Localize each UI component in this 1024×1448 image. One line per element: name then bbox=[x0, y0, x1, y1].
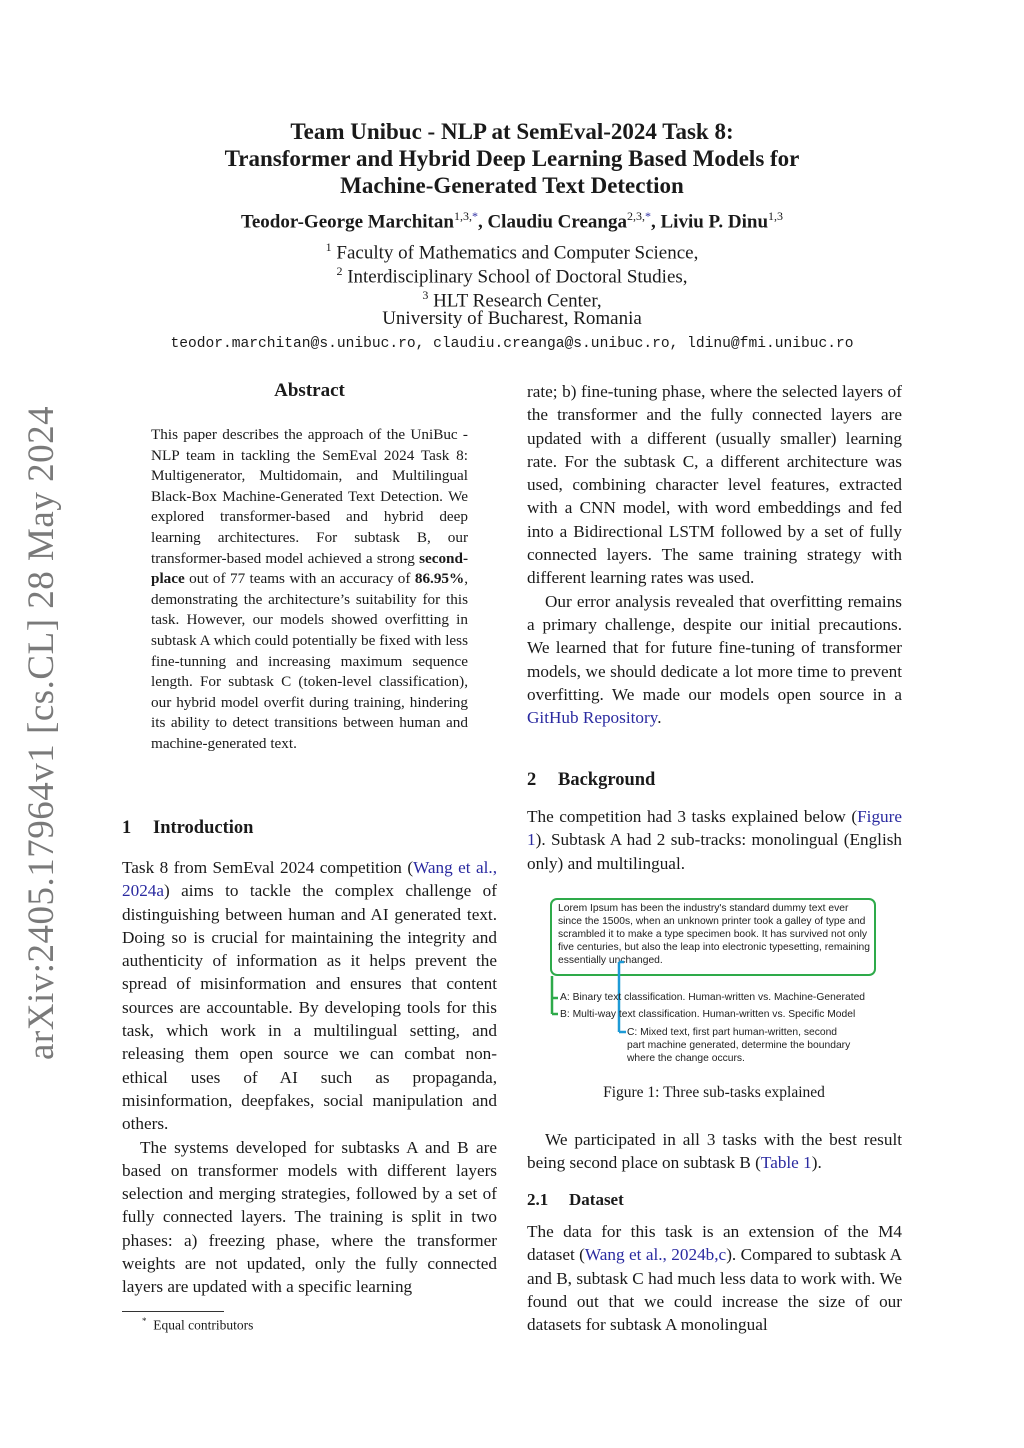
footnote-mark: * bbox=[142, 1316, 147, 1326]
affiliation-text: HLT Research Center, bbox=[433, 290, 602, 312]
paper-title bbox=[0, 118, 1024, 199]
right-column-body bbox=[527, 380, 902, 729]
title-line: Machine-Generated Text Detection bbox=[340, 173, 684, 198]
subsection-heading-dataset bbox=[527, 1190, 624, 1210]
section-heading-introduction bbox=[122, 818, 253, 839]
background-body bbox=[527, 805, 902, 875]
abstract-emphasis: second-place bbox=[151, 549, 468, 588]
subsection-title: Dataset bbox=[569, 1190, 624, 1209]
citation-link[interactable]: Wang et al., 2024b,c bbox=[584, 1245, 727, 1265]
footnote-text: Equal contributors bbox=[153, 1317, 254, 1333]
affiliation-number: 2 bbox=[336, 264, 343, 278]
section-number: 2 bbox=[527, 770, 537, 790]
author-list: Teodor-George Marchitan$^{1,3,*}$, Claudiu Creanga$^{2,3,*}$, Liviu P. Dinu$^{1,3}$ bbox=[240, 209, 784, 233]
figure-reference-link[interactable]: Figure 1 bbox=[527, 807, 902, 850]
author-affiliation-mark: 1,3 bbox=[768, 209, 784, 223]
paragraph: The data for this task is an extension of the M4 dataset (Wang et al., 2024b,c). Compared to subtask A and B, subtask C had much less data to work with. We found out that we could increase the size of our datasets for subtask A monolingual bbox=[527, 1222, 902, 1335]
dataset-body bbox=[527, 1220, 902, 1336]
title-line: Transformer and Hybrid Deep Learning Based Models for bbox=[224, 146, 800, 171]
footnote-rule bbox=[122, 1311, 224, 1312]
arxiv-identifier: arXiv:2405.17964v1 [cs.CL] 28 May 2024 bbox=[21, 405, 62, 1060]
figure-caption: Figure 1: Three sub-tasks explained bbox=[603, 1084, 825, 1101]
paragraph: Our error analysis revealed that overfitting remains a primary challenge, despite our initial precautions. We learned that for future fine-tuning of transformer models, we should dedicate a lot more time to prevent overfitting. We made our models open source in a GitHub Repository. bbox=[527, 591, 902, 728]
author-equal-mark[interactable]: * bbox=[471, 209, 478, 223]
abstract-heading: Abstract bbox=[274, 380, 345, 401]
paragraph: We participated in all 3 tasks with the best result being second place on subtask B (Table 1). bbox=[527, 1130, 902, 1173]
citation-link[interactable]: Wang et al., 2024a bbox=[122, 858, 497, 901]
footnote bbox=[142, 1316, 253, 1334]
section-number: 1 bbox=[122, 818, 132, 838]
author-equal-mark[interactable]: * bbox=[645, 209, 651, 223]
introduction-body bbox=[122, 856, 497, 1299]
section-title: Introduction bbox=[153, 818, 254, 838]
figure-label-line: C: Mixed text, first part human-written, second bbox=[627, 1027, 838, 1038]
figure-example-text: Lorem Ipsum has been the industry's standard dummy text ever since the 1500s, when an unknown printer took a galley of type and scrambled it to make a type specimen book. It has survived not only five centuries, but also the leap into electronic typesetting, remaining essentially unchanged. bbox=[558, 903, 870, 966]
paragraph: The systems developed for subtasks A and B are based on transformer models with different layers selection and merging strategies, followed by a set of fully connected layers. The training is split in two phases: a) freezing phase, where the transformer weights are not updated, only the fully connected layers are updated with a specific learning bbox=[122, 1137, 497, 1297]
affiliation-line bbox=[0, 307, 1024, 331]
section-title: Background bbox=[558, 770, 656, 790]
paragraph: rate; b) fine-tuning phase, where the selected layers of the transformer and the fully connected layers are updated with a different (usually smaller) learning rate. For the subtask C, a different architecture was used, combining character level features, extracted with a CNN model, with word embeddings and fed into a Bidirectional LSTM followed by a set of fully connected layers. The same training strategy with different learning rates was used. bbox=[527, 382, 902, 588]
affiliation-number: 3 bbox=[422, 288, 429, 302]
author-affiliation-mark: 2,3, bbox=[627, 209, 645, 223]
figure-label-line: part machine generated, determine the boundary bbox=[627, 1039, 851, 1051]
abstract-body bbox=[151, 425, 468, 755]
abstract-text: This paper describes the approach of the UniBuc - NLP team in tackling the SemEval 2024 Task 8: Multigenerator, Multidomain, and Multilingual Black-Box Machine-Generated Text Detection. We explored transformer-based and hybrid deep learning architectures. For subtask B, our transformer-based model achieved a strong bbox=[151, 426, 468, 567]
table-reference-link[interactable]: Table 1 bbox=[760, 1153, 812, 1173]
figure-label-subtask-b: B: Multi-way text classification. Human-written vs. Specific Model bbox=[560, 1009, 856, 1020]
abstract-emphasis: 86.95% bbox=[414, 570, 465, 588]
participation-body bbox=[527, 1128, 902, 1175]
paragraph: The competition had 3 tasks explained below (Figure 1). Subtask A had 2 sub-tracks: monolingual (English only) and multilingual. bbox=[527, 807, 902, 873]
title-line: Team Unibuc - NLP at SemEval-2024 Task 8: bbox=[290, 119, 734, 144]
figure-label-subtask-c bbox=[627, 1027, 850, 1066]
section-heading-background bbox=[527, 770, 655, 791]
affiliation-number: 1 bbox=[325, 240, 332, 254]
figure-label-subtask-a: A: Binary text classification. Human-written vs. Machine-Generated bbox=[560, 992, 866, 1003]
figure-label-line: where the change occurs. bbox=[627, 1052, 745, 1064]
affiliation-text: Interdisciplinary School of Doctoral Studies, bbox=[347, 266, 688, 288]
affiliation-text: University of Bucharest, Romania bbox=[382, 308, 642, 329]
abstract-text: out of 77 teams with an accuracy of bbox=[184, 570, 415, 588]
author-name: Liviu P. Dinu bbox=[660, 211, 769, 233]
abstract-text: , demonstrating the architecture’s suitability for this task. However, our models showed overfitting in subtask A which could potentially be fixed with less fine-tunning and increasing maximum sequence length. For subtask C (token-level classification), our hybrid model overfit during training, hindering its ability to detect transitions between human and machine-generated text. bbox=[151, 570, 468, 752]
author-affiliation-mark: 1,3, bbox=[453, 209, 472, 223]
paragraph: Task 8 from SemEval 2024 competition (Wang et al., 2024a) aims to tackle the complex challenge of distinguishing between human and AI generated text. Doing so is crucial for maintaining the integrity and authenticity of information as it helps prevent the spread of misinformation and ensures that content sources are accountable. By developing tools for this task, which work in a multilingual setting, and releasing them open source we can combat non-ethical uses of AI such as propaganda, misinformation, deepfakes, social manipulation and others. bbox=[122, 858, 497, 1134]
author-name: Teodor-George Marchitan bbox=[240, 211, 454, 233]
author-emails: teodor.marchitan@s.unibuc.ro, claudiu.creanga@s.unibuc.ro, ldinu@fmi.unibuc.ro bbox=[170, 336, 854, 352]
subsection-number: 2.1 bbox=[527, 1190, 549, 1209]
github-repository-link[interactable]: GitHub Repository bbox=[527, 708, 658, 728]
affiliation-text: Faculty of Mathematics and Computer Science, bbox=[336, 242, 699, 264]
author-name: Claudiu Creanga bbox=[487, 211, 627, 233]
